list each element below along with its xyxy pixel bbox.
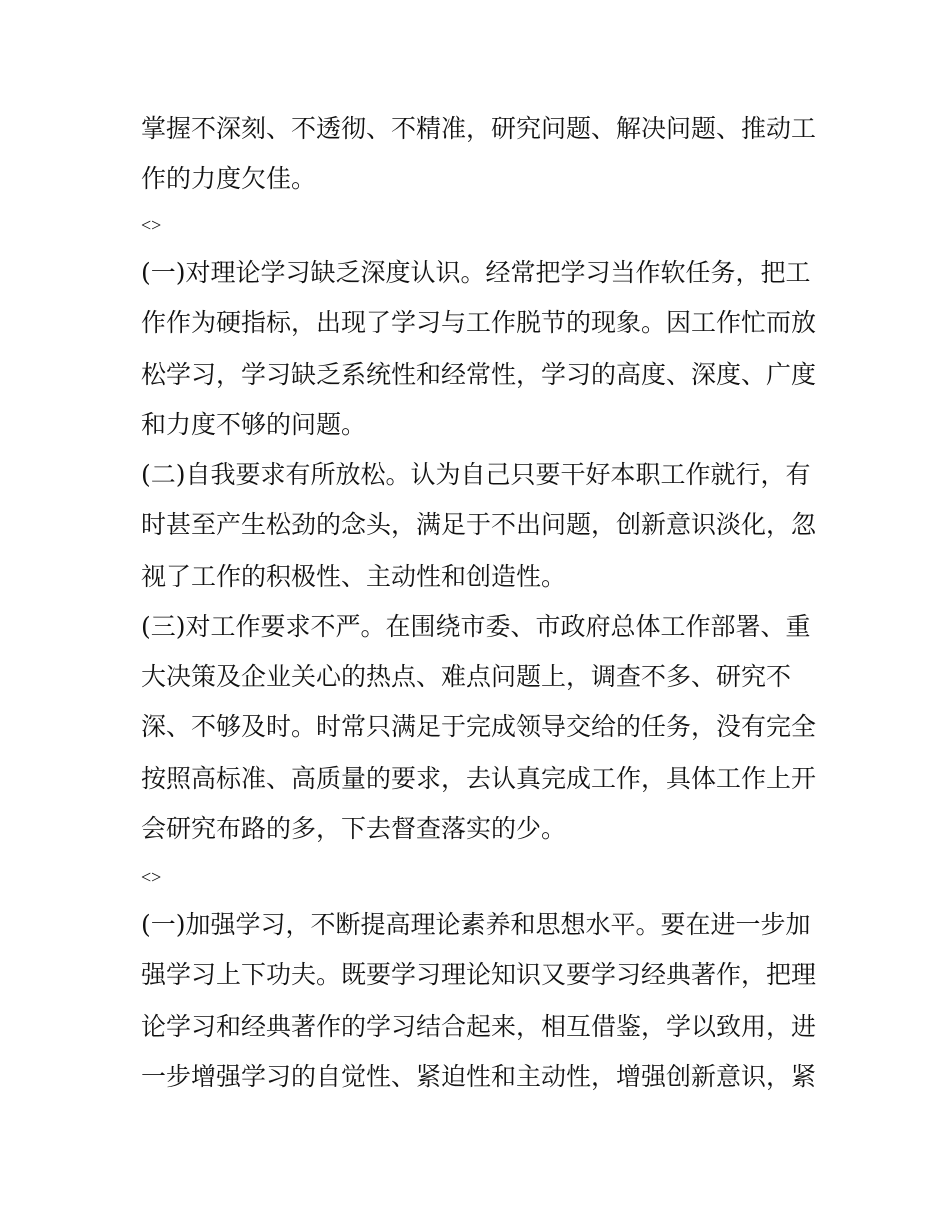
text-line: 论学习和经典著作的学习结合起来，相互借鉴，学以致用，进: [141, 1012, 817, 1041]
text-line: (三)对工作要求不严。在围绕市委、市政府总体工作部署、重: [141, 612, 811, 641]
text-line: 会研究布路的多，下去督查落实的少。: [141, 814, 567, 843]
text-line: 深、不够及时。时常只满足于完成领导交给的任务，没有完全: [141, 712, 817, 741]
text-line: 视了工作的积极性、主动性和创造性。: [141, 562, 567, 591]
text-line: (一)对理论学习缺乏深度认识。经常把学习当作软任务，把工: [141, 258, 811, 287]
text-line: (二)自我要求有所放松。认为自己只要干好本职工作就行，有: [141, 460, 811, 489]
text-line: 大决策及企业关心的热点、难点问题上，调查不多、研究不: [141, 662, 792, 691]
text-line: 强学习上下功夫。既要学习理论知识又要学习经典著作，把理: [141, 960, 817, 989]
text-line: 松学习，学习缺乏系统性和经常性，学习的高度、深度、广度: [141, 360, 817, 389]
text-line: 按照高标准、高质量的要求，去认真完成工作，具体工作上开: [141, 764, 817, 793]
section-marker: <>: [141, 215, 162, 235]
text-line: 作作为硬指标，出现了学习与工作脱节的现象。因工作忙而放: [141, 308, 817, 337]
text-line: 时甚至产生松劲的念头，满足于不出问题，创新意识淡化，忽: [141, 510, 817, 539]
text-line: 作的力度欠佳。: [141, 164, 317, 193]
section-marker: <>: [141, 867, 162, 887]
text-line: (一)加强学习，不断提高理论素养和思想水平。要在进一步加: [141, 910, 811, 939]
text-line: 一步增强学习的自觉性、紧迫性和主动性，增强创新意识，紧: [141, 1062, 817, 1091]
text-line: 和力度不够的问题。: [141, 410, 367, 439]
text-line: 掌握不深刻、不透彻、不精准，研究问题、解决问题、推动工: [141, 114, 817, 143]
